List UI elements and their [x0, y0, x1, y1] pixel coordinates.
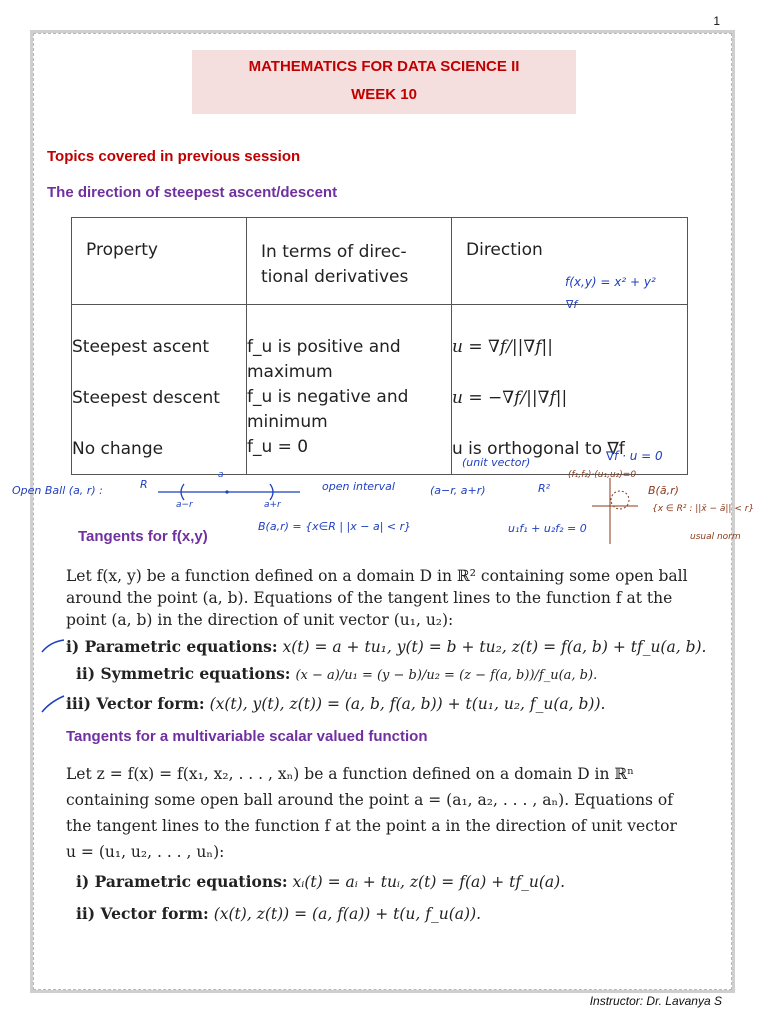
fxy-symmetric	[76, 664, 756, 683]
course-title: MATHEMATICS FOR DATA SCIENCE II	[248, 58, 520, 75]
table-header-derivatives	[247, 218, 452, 305]
item-math: (x(t), z(t)) = (a, f(a)) + t(u, f_u(a)).	[213, 905, 482, 923]
item-label: i) Parametric equations:	[76, 872, 288, 891]
table-header-row	[72, 218, 688, 305]
item-label: iii) Vector form:	[66, 694, 205, 713]
derivative-cell: f_u is negative and	[247, 387, 409, 407]
item-label: i) Parametric equations:	[66, 637, 278, 656]
derivative-cell: minimum	[247, 412, 328, 432]
multi-parametric	[76, 872, 565, 891]
property-column	[72, 305, 247, 475]
derivative-cell: f_u is positive and	[247, 337, 401, 357]
item-label: ii) Symmetric equations:	[76, 664, 291, 683]
handwritten-f1f2: (f₁,f₂)·(u₁,u₂)=0	[568, 470, 637, 480]
text-line: around the point (a, b). Equations of the tangent lines to the function f at the	[66, 589, 673, 607]
handwritten-grad-dot: ∇f · u = 0	[606, 449, 663, 463]
direction-cell: u = −∇f/||∇f||	[452, 388, 568, 408]
fxy-parametric	[66, 637, 756, 656]
direction-cell: u = ∇f/||∇f||	[452, 337, 553, 357]
header-text: Direction	[466, 240, 543, 260]
header-line: In terms of direc-	[261, 242, 407, 262]
fxy-vector	[66, 694, 756, 713]
derivative-cell: f_u = 0	[247, 437, 309, 457]
page-number: 1	[713, 14, 720, 28]
multi-vector	[76, 904, 481, 923]
handwritten-unit-vector: (unit vector)	[462, 456, 531, 469]
property-cell: No change	[72, 439, 164, 459]
handwritten-u-equation: u₁f₁ + u₂f₂ = 0	[508, 522, 587, 535]
handwritten-B-vec: B(ā,r)	[648, 484, 679, 497]
handwritten-R: R	[140, 478, 148, 491]
item-label: ii) Vector form:	[76, 904, 209, 923]
section-heading-steepest: The direction of steepest ascent/descent	[47, 184, 338, 201]
week-label: WEEK 10	[351, 86, 417, 103]
derivative-cell: maximum	[247, 362, 333, 382]
handwritten-R2: R²	[538, 482, 551, 495]
direction-cell: u is orthogonal to ∇f	[452, 439, 625, 459]
handwritten-a-plus-r: a+r	[264, 500, 281, 510]
text-line: the tangent lines to the function f at the point a in the direction of unit vector	[66, 817, 677, 835]
item-math: x(t) = a + tu₁, y(t) = b + tu₂, z(t) = f(a, b) + tf_u(a, b).	[282, 638, 707, 656]
handwritten-open-ball: Open Ball (a, r) :	[12, 484, 103, 497]
section-heading-tangents-multi: Tangents for a multivariable scalar valued function	[66, 728, 428, 745]
text-line: point (a, b) in the direction of unit vector (u₁, u₂):	[66, 611, 454, 629]
table-header-property	[72, 218, 247, 305]
handwritten-grad: ∇f	[566, 298, 578, 311]
header-line: tional derivatives	[261, 267, 409, 287]
fxy-intro	[66, 565, 746, 631]
header-text: Property	[86, 240, 158, 260]
handwritten-usual-norm: usual norm	[690, 532, 741, 542]
handwritten-ball-set: B(a,r) = {x∈R | |x − a| < r}	[258, 520, 412, 533]
item-math: xᵢ(t) = aᵢ + tuᵢ, z(t) = f(a) + tf_u(a).	[292, 873, 566, 891]
property-cell: Steepest descent	[72, 388, 220, 408]
property-cell: Steepest ascent	[72, 337, 210, 357]
item-math: (x(t), y(t), z(t)) = (a, b, f(a, b)) + t(u₁, u₂, f_u(a, b)).	[209, 695, 606, 713]
instructor-footer: Instructor: Dr. Lavanya S	[589, 994, 722, 1008]
handwritten-a: a	[218, 470, 224, 480]
text-line: u = (u₁, u₂, . . . , uₙ):	[66, 843, 225, 861]
handwritten-check-marks	[40, 632, 70, 722]
handwritten-axes-sketch	[590, 476, 640, 546]
multi-intro	[66, 761, 746, 865]
table-header-direction	[452, 218, 688, 305]
handwritten-number-line	[150, 474, 310, 510]
derivative-column	[247, 305, 452, 475]
steepest-direction-table	[71, 217, 688, 475]
section-heading-previous: Topics covered in previous session	[47, 148, 301, 165]
handwritten-fxy: f(x,y) = x² + y²	[565, 275, 656, 289]
section-heading-tangents-fxy: Tangents for f(x,y)	[78, 528, 208, 545]
handwritten-open-interval: open interval	[322, 480, 395, 493]
text-line: containing some open ball around the point a = (a₁, a₂, . . . , aₙ). Equations of	[66, 791, 673, 809]
item-math: (x − a)/u₁ = (y − b)/u₂ = (z − f(a, b))/f_u(a, b).	[295, 668, 598, 683]
text-line: Let z = f(x) = f(x₁, x₂, . . . , xₙ) be a function defined on a domain D in ℝⁿ	[66, 765, 634, 783]
title-banner	[192, 50, 576, 114]
handwritten-interval: (a−r, a+r)	[430, 484, 486, 497]
handwritten-a-minus-r: a−r	[176, 500, 193, 510]
handwritten-set-def: {x ∈ R² : ||x̄ − ā|| < r}	[652, 504, 755, 514]
table-body	[72, 305, 688, 475]
text-line: Let f(x, y) be a function defined on a domain D in ℝ² containing some open ball	[66, 567, 688, 585]
